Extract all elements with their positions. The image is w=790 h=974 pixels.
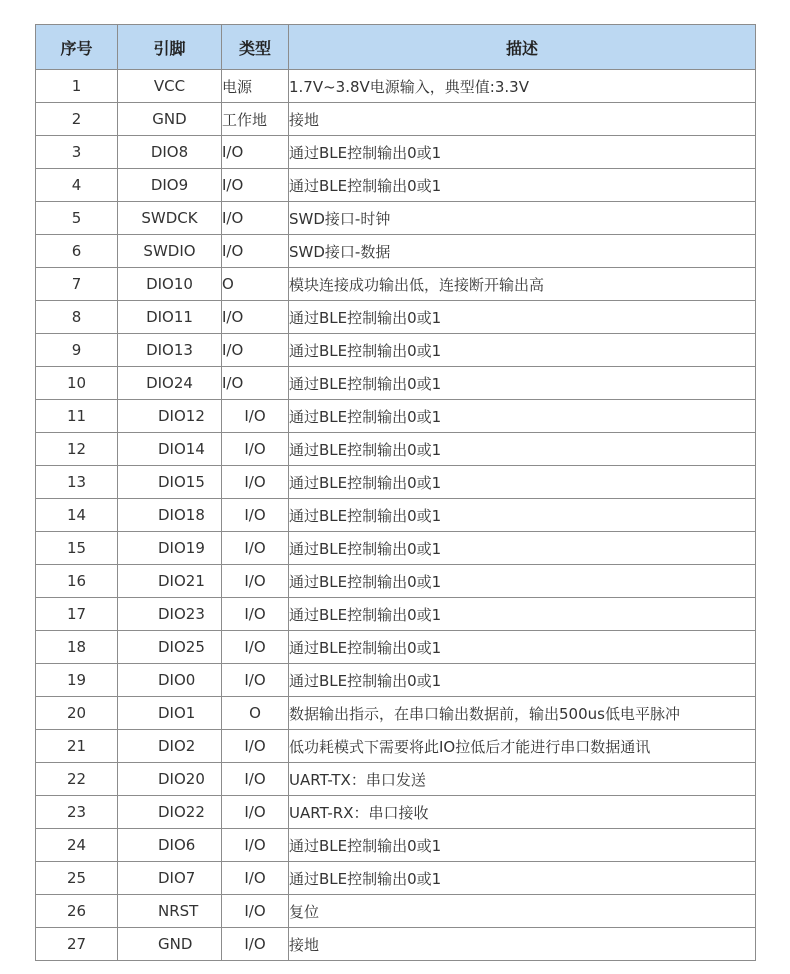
table-row <box>36 268 756 301</box>
table-row <box>36 598 756 631</box>
cell-desc: 数据输出指示，在串口输出数据前，输出500us低电平脉冲 <box>289 697 756 730</box>
cell-desc: 通过BLE控制输出0或1 <box>289 664 756 697</box>
table-row <box>36 466 756 499</box>
cell-pin: VCC <box>118 70 222 103</box>
cell-type: I/O <box>222 334 289 367</box>
cell-pin: DIO21 <box>118 565 222 598</box>
cell-desc: 1.7V~3.8V电源输入，典型值:3.3V <box>289 70 756 103</box>
table-row <box>36 136 756 169</box>
cell-type: I/O <box>222 796 289 829</box>
cell-type: I/O <box>222 532 289 565</box>
cell-type: I/O <box>222 763 289 796</box>
table-row <box>36 499 756 532</box>
header-no: 序号 <box>36 25 118 70</box>
cell-no: 10 <box>36 367 118 400</box>
table-row <box>36 202 756 235</box>
table-row <box>36 928 756 961</box>
cell-no: 5 <box>36 202 118 235</box>
cell-no: 14 <box>36 499 118 532</box>
cell-pin: DIO25 <box>118 631 222 664</box>
cell-type: I/O <box>222 565 289 598</box>
cell-pin: DIO15 <box>118 466 222 499</box>
cell-no: 27 <box>36 928 118 961</box>
cell-pin: DIO13 <box>118 334 222 367</box>
table-row <box>36 862 756 895</box>
table-row <box>36 169 756 202</box>
cell-type: I/O <box>222 301 289 334</box>
table-body-first <box>36 70 756 400</box>
cell-desc: 通过BLE控制输出0或1 <box>289 565 756 598</box>
cell-no: 11 <box>36 400 118 433</box>
cell-desc: 通过BLE控制输出0或1 <box>289 598 756 631</box>
pin-table <box>35 24 756 961</box>
cell-type: I/O <box>222 433 289 466</box>
table-row <box>36 103 756 136</box>
cell-no: 22 <box>36 763 118 796</box>
table-row <box>36 301 756 334</box>
cell-desc: 复位 <box>289 895 756 928</box>
cell-pin: DIO14 <box>118 433 222 466</box>
cell-type: I/O <box>222 829 289 862</box>
cell-no: 3 <box>36 136 118 169</box>
cell-type: I/O <box>222 664 289 697</box>
cell-desc: 通过BLE控制输出0或1 <box>289 862 756 895</box>
cell-type: I/O <box>222 136 289 169</box>
cell-desc: 通过BLE控制输出0或1 <box>289 400 756 433</box>
cell-pin: DIO24 <box>118 367 222 400</box>
cell-pin: DIO10 <box>118 268 222 301</box>
table-row <box>36 796 756 829</box>
cell-pin: GND <box>118 928 222 961</box>
cell-pin: GND <box>118 103 222 136</box>
cell-desc: 通过BLE控制输出0或1 <box>289 169 756 202</box>
cell-desc: 通过BLE控制输出0或1 <box>289 334 756 367</box>
table-row <box>36 664 756 697</box>
cell-desc: 通过BLE控制输出0或1 <box>289 499 756 532</box>
cell-desc: SWD接口-数据 <box>289 235 756 268</box>
table-row <box>36 631 756 664</box>
cell-pin: DIO9 <box>118 169 222 202</box>
cell-desc: UART-TX：串口发送 <box>289 763 756 796</box>
cell-desc: 接地 <box>289 928 756 961</box>
cell-type: I/O <box>222 862 289 895</box>
cell-no: 21 <box>36 730 118 763</box>
cell-pin: NRST <box>118 895 222 928</box>
table-row <box>36 730 756 763</box>
table-row <box>36 532 756 565</box>
cell-no: 24 <box>36 829 118 862</box>
table-row <box>36 70 756 103</box>
cell-type: I/O <box>222 730 289 763</box>
table-body-second <box>36 400 756 961</box>
cell-desc: 通过BLE控制输出0或1 <box>289 532 756 565</box>
cell-pin: DIO8 <box>118 136 222 169</box>
cell-type: I/O <box>222 499 289 532</box>
cell-pin: DIO20 <box>118 763 222 796</box>
cell-type: I/O <box>222 598 289 631</box>
cell-pin: DIO18 <box>118 499 222 532</box>
cell-no: 6 <box>36 235 118 268</box>
cell-pin: DIO19 <box>118 532 222 565</box>
cell-desc: 通过BLE控制输出0或1 <box>289 367 756 400</box>
cell-type: I/O <box>222 466 289 499</box>
header-pin: 引脚 <box>118 25 222 70</box>
cell-pin: DIO2 <box>118 730 222 763</box>
table-row <box>36 763 756 796</box>
table-row <box>36 565 756 598</box>
table-row <box>36 235 756 268</box>
cell-no: 1 <box>36 70 118 103</box>
cell-pin: DIO1 <box>118 697 222 730</box>
header-desc: 描述 <box>289 25 756 70</box>
table-row <box>36 334 756 367</box>
table-row <box>36 400 756 433</box>
table-row <box>36 697 756 730</box>
table-row <box>36 895 756 928</box>
cell-no: 13 <box>36 466 118 499</box>
cell-type: I/O <box>222 367 289 400</box>
cell-type: I/O <box>222 631 289 664</box>
cell-no: 9 <box>36 334 118 367</box>
cell-type: O <box>222 697 289 730</box>
cell-no: 20 <box>36 697 118 730</box>
cell-pin: DIO23 <box>118 598 222 631</box>
cell-no: 17 <box>36 598 118 631</box>
table-row <box>36 433 756 466</box>
cell-desc: 模块连接成功输出低，连接断开输出高 <box>289 268 756 301</box>
cell-no: 12 <box>36 433 118 466</box>
cell-type: I/O <box>222 235 289 268</box>
cell-pin: DIO22 <box>118 796 222 829</box>
cell-desc: UART-RX：串口接收 <box>289 796 756 829</box>
cell-pin: SWDCK <box>118 202 222 235</box>
cell-pin: DIO7 <box>118 862 222 895</box>
cell-type: I/O <box>222 895 289 928</box>
cell-desc: 通过BLE控制输出0或1 <box>289 301 756 334</box>
cell-pin: DIO0 <box>118 664 222 697</box>
header-type: 类型 <box>222 25 289 70</box>
table-row <box>36 367 756 400</box>
cell-desc: 低功耗模式下需要将此IO拉低后才能进行串口数据通讯 <box>289 730 756 763</box>
cell-type: O <box>222 268 289 301</box>
cell-type: I/O <box>222 202 289 235</box>
table-header <box>36 25 756 70</box>
cell-type: I/O <box>222 928 289 961</box>
cell-desc: SWD接口-时钟 <box>289 202 756 235</box>
cell-desc: 通过BLE控制输出0或1 <box>289 466 756 499</box>
cell-desc: 通过BLE控制输出0或1 <box>289 136 756 169</box>
cell-no: 8 <box>36 301 118 334</box>
cell-no: 4 <box>36 169 118 202</box>
cell-no: 18 <box>36 631 118 664</box>
cell-type: I/O <box>222 169 289 202</box>
cell-desc: 通过BLE控制输出0或1 <box>289 433 756 466</box>
cell-desc: 接地 <box>289 103 756 136</box>
cell-desc: 通过BLE控制输出0或1 <box>289 631 756 664</box>
cell-pin: SWDIO <box>118 235 222 268</box>
cell-no: 7 <box>36 268 118 301</box>
cell-pin: DIO12 <box>118 400 222 433</box>
cell-no: 26 <box>36 895 118 928</box>
cell-desc: 通过BLE控制输出0或1 <box>289 829 756 862</box>
cell-pin: DIO11 <box>118 301 222 334</box>
cell-no: 2 <box>36 103 118 136</box>
cell-no: 15 <box>36 532 118 565</box>
cell-pin: DIO6 <box>118 829 222 862</box>
cell-no: 23 <box>36 796 118 829</box>
cell-type: 工作地 <box>222 103 289 136</box>
cell-type: I/O <box>222 400 289 433</box>
table-row <box>36 829 756 862</box>
cell-type: 电源 <box>222 70 289 103</box>
cell-no: 16 <box>36 565 118 598</box>
header-row <box>36 25 756 70</box>
cell-no: 19 <box>36 664 118 697</box>
cell-no: 25 <box>36 862 118 895</box>
